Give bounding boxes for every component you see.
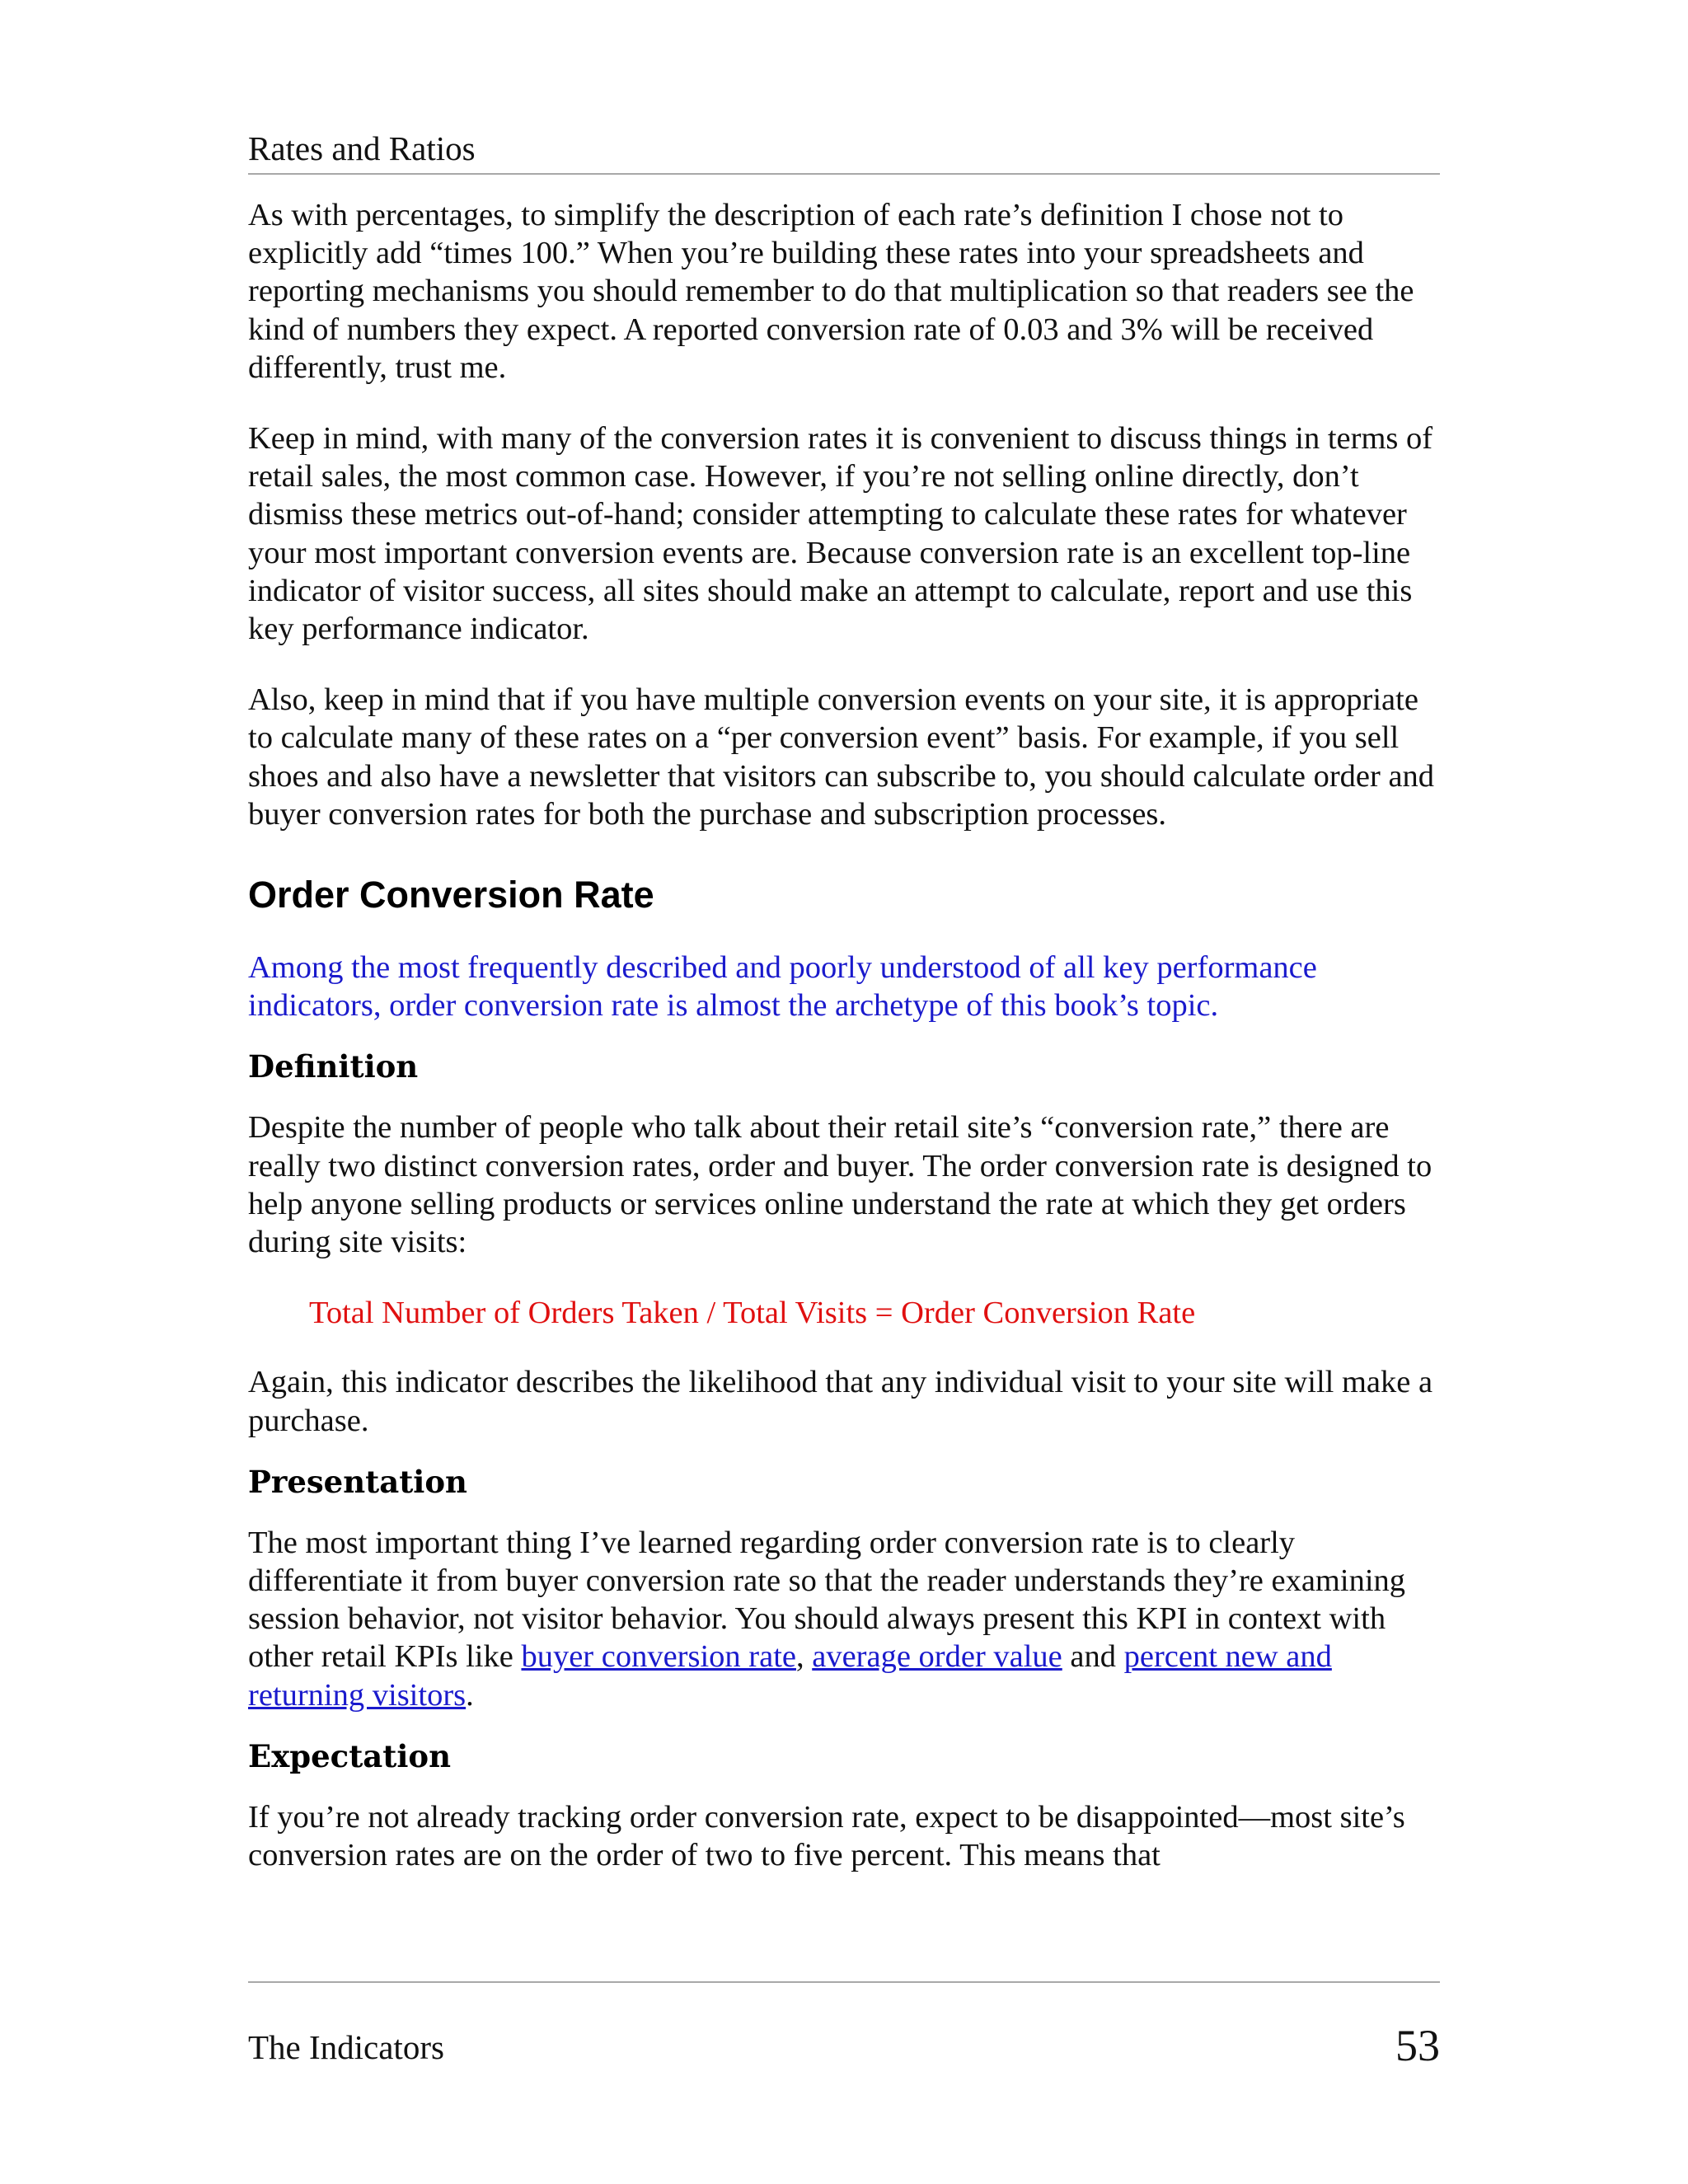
footer-title: The Indicators xyxy=(248,2028,444,2066)
running-header-title: Rates and Ratios xyxy=(248,129,476,167)
paragraph-multiple-events: Also, keep in mind that if you have multiple conversion events on your site, it is appropriate to calculate many of these rates on a “per conversion event” basis. For example, if you sell shoes and also have a newsletter that visitors can subscribe to, you should calculate order and buyer conversion rates for both the purchase and subscription processes. xyxy=(248,682,1435,832)
page-number: 53 xyxy=(1395,2021,1440,2070)
and-separator: and xyxy=(1062,1639,1124,1675)
formula: Total Number of Orders Taken / Total Visits = Order Conversion Rate xyxy=(309,1296,1196,1331)
expectation-heading: Expectation xyxy=(248,1737,451,1774)
page-header xyxy=(248,124,1440,175)
paragraph-keep-in-mind: Keep in mind, with many of the conversion rates it is convenient to discuss things in terms of retail sales, the most common case. However, if you’re not selling online directly, don’t dismiss these metrics out-of-hand; consider attempting to calculate these rates for whatever your most important conversion events are. Because conversion rate is an excellent top-line indicator of visitor success, all sites should make an attempt to calculate, report and use this key performance indicator. xyxy=(248,421,1433,647)
definition-heading: Definition xyxy=(248,1048,419,1085)
comma-separator: , xyxy=(795,1639,813,1675)
presentation-text-lead: The most important thing I’ve learned regarding order conversion rate is to clearly differentiate it from buyer conversion rate so that the reader understands they’re examining session behavior, not visitor behavior. You should always present this KPI in context with other retail KPIs like xyxy=(248,1525,1406,1675)
period: . xyxy=(466,1677,474,1713)
average-order-value-link[interactable]: average order value xyxy=(812,1639,1062,1675)
section-title: Order Conversion Rate xyxy=(248,874,654,916)
page-body xyxy=(248,196,1440,1874)
definition-text: Despite the number of people who talk about their retail site’s “conversion rate,” there are really two distinct conversion rates, order and buyer. The order conversion rate is designed to help anyone selling products or services online understand the rate at which they get orders during site visits: xyxy=(248,1110,1432,1260)
section-intro: Among the most frequently described and poorly understood of all key performance indicators, order conversion rate is almost the archetype of this book’s topic. xyxy=(248,950,1317,1024)
paragraph-percentages: As with percentages, to simplify the description of each rate’s definition I chose not to explicitly add “times 100.” When you’re building these rates into your spreadsheets and reporting mechanisms you should remember to do that multiplication so that readers see the kind of numbers they expect. A reported conversion rate of 0.03 and 3% will be received differently, trust me. xyxy=(248,198,1414,385)
buyer-conversion-rate-link[interactable]: buyer conversion rate xyxy=(521,1639,796,1675)
expectation-text: If you’re not already tracking order conversion rate, expect to be disappointed—most site’s conversion rates are on the order of two to five percent. This means that xyxy=(248,1799,1405,1873)
again-text: Again, this indicator describes the likelihood that any individual visit to your site will make a purchase. xyxy=(248,1365,1433,1438)
page-footer xyxy=(248,1981,1440,2070)
percent-new-returning-link[interactable]: percent new and returning visitors xyxy=(248,1639,1332,1713)
presentation-heading: Presentation xyxy=(248,1463,467,1500)
presentation-text xyxy=(248,1524,1440,1714)
